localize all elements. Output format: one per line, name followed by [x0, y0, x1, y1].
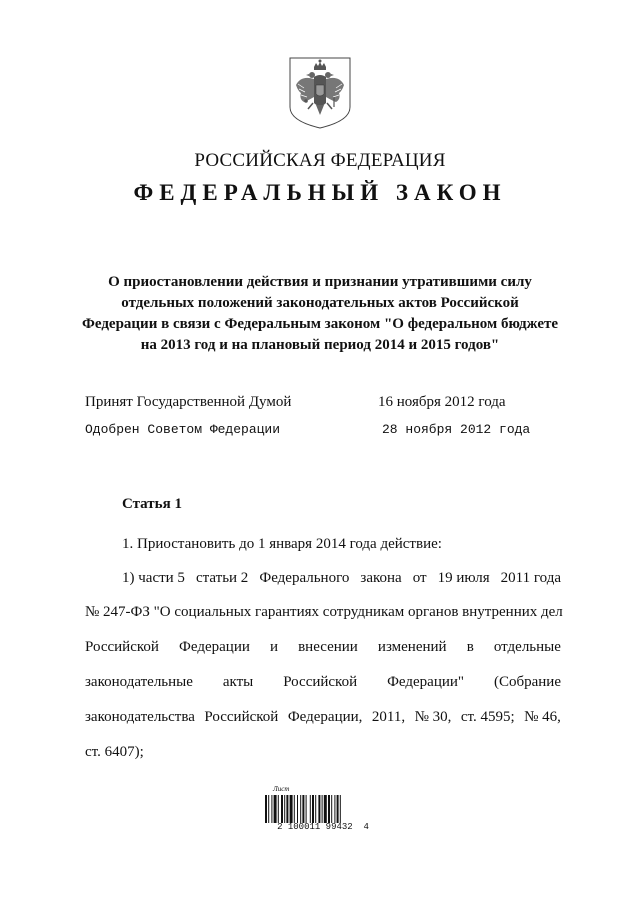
word: (Собрание [493, 674, 561, 690]
word: внесении [298, 639, 358, 655]
law-type-heading: ФЕДЕРАЛЬНЫЙ ЗАКОН [133, 180, 507, 205]
coat-of-arms-icon [287, 55, 353, 130]
barcode-stamp [263, 785, 383, 837]
paragraph-1: 1. Приостановить до 1 января 2014 года действие: [122, 536, 442, 552]
duma-date: 16 ноября 2012 года [378, 394, 506, 410]
word: Федерации [179, 639, 250, 655]
council-label: Одобрен Советом Федерации [85, 422, 281, 437]
word: 2011 года [500, 570, 561, 586]
adoption-duma-row [85, 394, 545, 416]
law-title-line: отдельных положений законодательных актов Российской [121, 295, 519, 311]
country-name: РОССИЙСКАЯ ФЕДЕРАЦИЯ [194, 150, 446, 171]
item-1-line [122, 570, 561, 587]
word: закона [360, 570, 402, 586]
word: законодательные [85, 674, 193, 690]
word: и [269, 639, 278, 655]
word: Российской [85, 639, 159, 655]
text-line: № 247-ФЗ "О социальных гарантиях сотрудникам органов внутренних дел [85, 604, 563, 620]
article-heading: Статья 1 [122, 496, 182, 512]
text-line [85, 709, 561, 726]
word: отдельные [493, 639, 561, 655]
word: 2011, [371, 709, 406, 725]
word: Федерального [259, 570, 350, 586]
law-title-line: О приостановлении действия и признании утратившими силу [108, 274, 532, 290]
word: 19 июля [437, 570, 490, 586]
word: акты [222, 674, 254, 690]
word: № 30, [414, 709, 452, 725]
word: Российской [204, 709, 279, 725]
word: от [412, 570, 427, 586]
law-title-line: Федерации в связи с Федеральным законом "О федеральном бюджете [81, 316, 559, 332]
council-date: 28 ноября 2012 года [382, 422, 531, 437]
law-title [80, 272, 560, 356]
word: законодательства [85, 709, 195, 725]
adoption-council-row [85, 422, 545, 444]
text-line [85, 639, 561, 656]
text-line: ст. 6407); [85, 744, 144, 760]
barcode-icon [265, 795, 381, 823]
word: ст. 4595; [460, 709, 515, 725]
barcode-number: 2 100011 99432 4 [277, 822, 369, 832]
duma-label: Принят Государственной Думой [85, 394, 292, 410]
word: статьи 2 [195, 570, 249, 586]
barcode-mark: Лист [273, 785, 290, 793]
word: Федерации" [387, 674, 465, 690]
word: 1) части 5 [122, 570, 185, 586]
text-line [85, 674, 561, 691]
word: № 46, [524, 709, 561, 725]
word: Российской [283, 674, 358, 690]
word: Федерации, [287, 709, 363, 725]
word: изменений [377, 639, 447, 655]
word: в [466, 639, 474, 655]
law-title-line: на 2013 год и на плановый период 2014 и 2015 годов" [140, 337, 500, 353]
